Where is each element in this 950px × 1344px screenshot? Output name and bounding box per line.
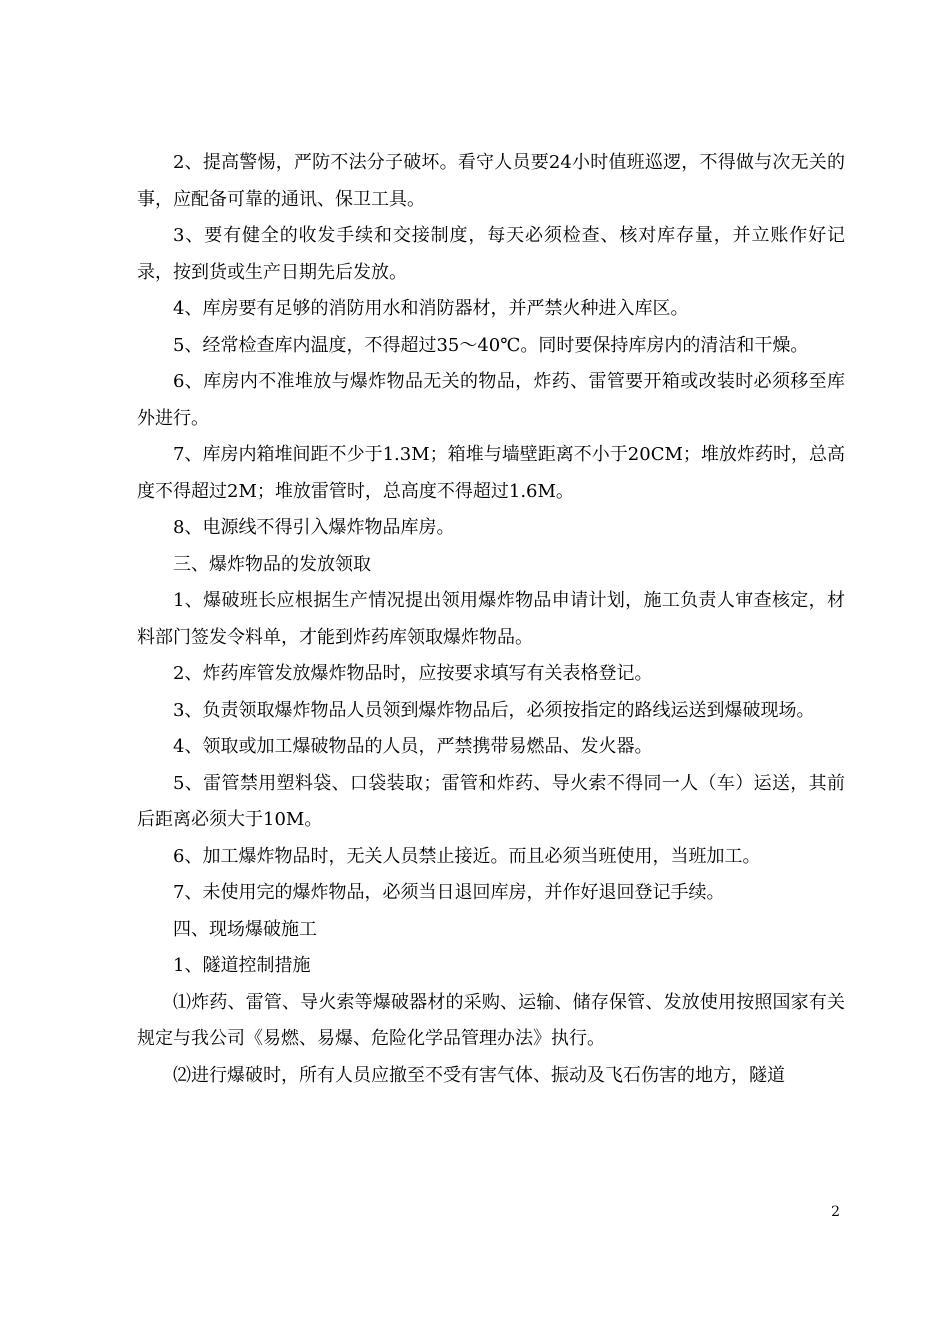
- paragraph: 5、雷管禁用塑料袋、口袋装取；雷管和炸药、导火索不得同一人（车）运送，其前后距离必须大于10M。: [137, 772, 845, 830]
- paragraph: 7、库房内箱堆间距不少于1.3M；箱堆与墙壁距离不小于20CM；堆放炸药时，总高度不得超过2M；堆放雷管时，总高度不得超过1.6M。: [137, 444, 845, 502]
- paragraph: 4、库房要有足够的消防用水和消防器材，并严禁火种进入库区。: [173, 298, 689, 319]
- section-heading: 三、爆炸物品的发放领取: [173, 553, 371, 575]
- paragraph: 3、负责领取爆炸物品人员领到爆炸物品后，必须按指定的路线运送到爆破现场。: [173, 699, 815, 721]
- paragraph: 7、未使用完的爆炸物品，必须当日退回库房，并作好退回登记手续。: [173, 882, 725, 903]
- paragraph: ⑴炸药、雷管、导火索等爆破器材的采购、运输、储存保管、发放使用按照国家有关规定与我公司《易燃、易爆、危险化学品管理办法》执行。: [137, 991, 845, 1049]
- paragraph: 6、加工爆炸物品时，无关人员禁止接近。而且必须当班使用，当班加工。: [173, 845, 761, 867]
- paragraph: 1、爆破班长应根据生产情况提出领用爆炸物品申请计划，施工负责人审查核定，材料部门签发令料单，才能到炸药库领取爆炸物品。: [137, 590, 845, 648]
- page-number: 2: [831, 1204, 840, 1220]
- paragraph: 3、要有健全的收发手续和交接制度，每天必须检查、核对库存量，并立账作好记录，按到货或生产日期先后发放。: [137, 225, 845, 283]
- paragraph: ⑵进行爆破时，所有人员应撤至不受有害气体、振动及飞石伤害的地方，隧道: [173, 1064, 785, 1086]
- paragraph: 2、炸药库管发放爆炸物品时，应按要求填写有关表格登记。: [173, 663, 653, 684]
- section-heading: 四、现场爆破施工: [173, 918, 317, 940]
- document-body: [137, 145, 845, 1094]
- paragraph: 4、领取或加工爆破物品的人员，严禁携带易燃品、发火器。: [173, 736, 653, 757]
- paragraph: 8、电源线不得引入爆炸物品库房。: [173, 517, 455, 538]
- paragraph: 2、提高警惕，严防不法分子破坏。看守人员要24小时值班巡逻，不得做与次无关的事，应配备可靠的通讯、保卫工具。: [137, 152, 845, 210]
- subsection-heading: 1、隧道控制措施: [173, 955, 311, 976]
- paragraph: 6、库房内不准堆放与爆炸物品无关的物品，炸药、雷管要开箱或改装时必须移至库外进行。: [137, 371, 845, 429]
- paragraph: 5、经常检查库内温度，不得超过35～40℃。同时要保持库房内的清洁和干燥。: [173, 334, 809, 356]
